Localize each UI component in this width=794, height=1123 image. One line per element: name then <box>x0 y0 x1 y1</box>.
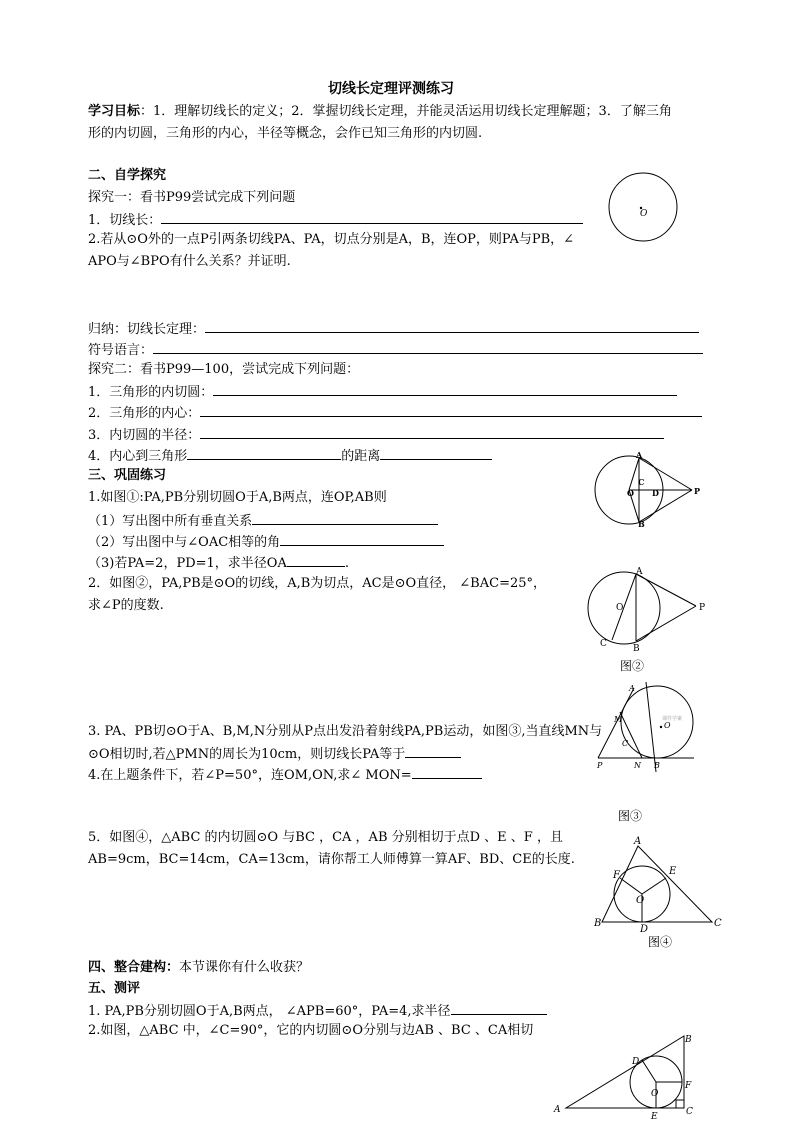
label-b: B <box>654 761 660 770</box>
inradius-line <box>88 426 664 444</box>
label-c: C <box>714 918 722 929</box>
objectives-text: ：1．理解切线长的定义；2．掌握切线长定理，并能灵活运用切线长定理解题；3．了解三角 <box>140 104 672 119</box>
question-tangent-length <box>88 211 583 229</box>
problem3-line1: 3. PA、PB切⊙O于A、B,M,N分别从P点出发沿着射线PA,PB运动，如图③,当直线MN与 <box>88 724 603 739</box>
label-o: O <box>640 209 648 219</box>
label-a: A <box>629 684 635 693</box>
e1-label: 1．三角形的内切圆： <box>88 385 214 400</box>
figure-2-caption: 图② <box>620 659 645 673</box>
watermark-text: 课件学案 <box>662 716 683 722</box>
section4-line <box>88 960 309 976</box>
figure-1-tangents <box>594 452 706 528</box>
label-o: O <box>627 488 634 498</box>
problem5-line2: AB=9cm，BC=14cm，CA=13cm，请你帮工人师傅算一算AF、BD、CE的长度. <box>88 852 575 867</box>
label-b: B <box>633 644 640 654</box>
section5-heading: 五、测评 <box>88 981 141 996</box>
objectives-label: 学习目标 <box>88 104 141 119</box>
question2-line1: 2.若从⊙O外的一点P引两条切线PA、PA，切点分别是A，B，连OP，则PA与PB，∠ <box>88 232 575 247</box>
figure-3-tangents <box>594 682 704 822</box>
label-p: P <box>699 603 706 613</box>
label-b: B <box>685 1035 692 1045</box>
section3-heading: 三、巩固练习 <box>88 468 167 483</box>
section4-text: 本节课你有什么收获？ <box>179 960 310 975</box>
test-question1 <box>88 1002 547 1020</box>
label-a: A <box>636 567 643 577</box>
symbolic-label: 符号语言： <box>88 343 154 358</box>
label-f: F <box>613 870 620 881</box>
answer-blank[interactable] <box>280 533 444 546</box>
learning-objectives-line2: 形的内切圆，三角形的内心，半径等概念，会作已知三角形的内切圆. <box>88 126 483 141</box>
problem3-line2 <box>88 745 461 763</box>
label-m: M <box>614 715 623 724</box>
figure-3-caption: 图③ <box>618 809 643 823</box>
label-c: C <box>622 739 629 748</box>
problem1b <box>88 533 444 551</box>
summary-label: 归纳：切线长定理： <box>88 322 206 337</box>
answer-blank[interactable] <box>153 341 703 354</box>
p1c-end: . <box>344 556 349 571</box>
label-o: O <box>664 721 671 730</box>
answer-blank[interactable] <box>187 447 341 460</box>
section4-heading: 四、整合建构： <box>88 960 180 975</box>
label-a: A <box>636 450 643 460</box>
p3-text: ⊙O相切时,若△PMN的周长为10cm，则切线长PA等于 <box>88 747 406 762</box>
label-p: P <box>597 761 603 770</box>
label-o: O <box>651 1089 659 1099</box>
label-a: A <box>634 836 642 847</box>
p1b-label: （2）写出图中与∠OAC相等的角 <box>88 535 281 550</box>
label-d: D <box>652 488 659 498</box>
label-p: P <box>694 486 701 496</box>
section2-heading: 二、自学探究 <box>88 168 167 183</box>
p4-text: 4.在上题条件下，若∠P=50°，连OM,ON,求∠ MON= <box>88 768 412 783</box>
answer-blank[interactable] <box>200 426 664 439</box>
answer-blank[interactable] <box>412 766 482 779</box>
q1-label: 1．切线长： <box>88 213 162 228</box>
label-b: B <box>638 519 645 529</box>
answer-blank[interactable] <box>213 383 677 396</box>
label-o: O <box>616 603 624 613</box>
figure-4-incircle <box>590 834 724 952</box>
label-f: F <box>685 1081 692 1091</box>
p1a-label: （1）写出图中所有垂直关系 <box>88 514 253 529</box>
problem4-line <box>88 766 482 784</box>
answer-blank[interactable] <box>252 512 438 525</box>
problem5-line1: 5．如图④，△ABC 的内切圆⊙O 与BC ，CA ，AB 分别相切于点D 、E 、F ，且 <box>88 830 563 845</box>
problem2-line2: 求∠P的度数. <box>88 598 164 613</box>
label-o: O <box>636 895 645 906</box>
e4a-label: 4．内心到三角形 <box>88 449 188 464</box>
explore1-text: 探究一：看书P99尝试完成下列问题 <box>88 190 296 205</box>
problem1-text: 1.如图①:PA,PB分别切圆O于A,B两点，连OP,AB则 <box>88 490 387 505</box>
explore2-text: 探究二：看书P99—100，尝试完成下列问题： <box>88 362 360 377</box>
label-e: E <box>669 866 677 877</box>
problem1c <box>88 554 349 572</box>
label-a: A <box>554 1105 561 1115</box>
figure-4-caption: 图④ <box>648 935 673 949</box>
answer-blank[interactable] <box>287 554 345 567</box>
label-c: C <box>600 639 607 649</box>
e2-label: 2．三角形的内心： <box>88 406 201 421</box>
answer-blank[interactable] <box>200 404 702 417</box>
answer-blank[interactable] <box>451 1002 547 1015</box>
incircle-line <box>88 383 677 401</box>
label-e: E <box>651 1112 658 1122</box>
label-b: B <box>594 918 602 929</box>
incenter-line <box>88 404 702 422</box>
answer-blank[interactable] <box>205 320 699 333</box>
circle-figure <box>606 172 682 244</box>
answer-blank[interactable] <box>380 447 492 460</box>
figure-5-right-triangle <box>552 1030 702 1120</box>
incenter-distance-line <box>88 447 492 465</box>
learning-objectives-line1 <box>88 104 672 120</box>
question2-line2: APO与∠BPO有什么关系？并证明. <box>88 254 291 269</box>
label-n: N <box>634 761 641 770</box>
problem1a <box>88 512 438 530</box>
label-d: D <box>640 924 649 935</box>
answer-blank[interactable] <box>405 745 461 758</box>
answer-blank[interactable] <box>161 211 583 224</box>
summary-line <box>88 320 699 338</box>
p1c-label: （3)若PA=2，PD=1，求半径OA <box>88 556 287 571</box>
test-q1-text: 1. PA,PB分别切圆O于A,B两点， ∠APB=60°，PA=4,求半径 <box>88 1004 451 1019</box>
label-d: D <box>632 1057 640 1067</box>
symbolic-line <box>88 341 703 359</box>
label-c: C <box>638 477 645 487</box>
page-title: 切线长定理评测练习 <box>328 81 454 97</box>
problem2-line1: 2．如图②，PA,PB是⊙O的切线，A,B为切点，AC是⊙O直径， ∠BAC=25°， <box>88 576 547 591</box>
e4b-label: 的距离 <box>341 449 381 464</box>
e3-label: 3．内切圆的半径： <box>88 428 201 443</box>
test-question2: 2.如图，△ABC 中，∠C=90°，它的内切圆⊙O分别与边AB 、BC 、CA相切 <box>88 1023 534 1038</box>
figure-2-tangents <box>586 566 712 676</box>
label-c: C <box>686 1107 693 1117</box>
